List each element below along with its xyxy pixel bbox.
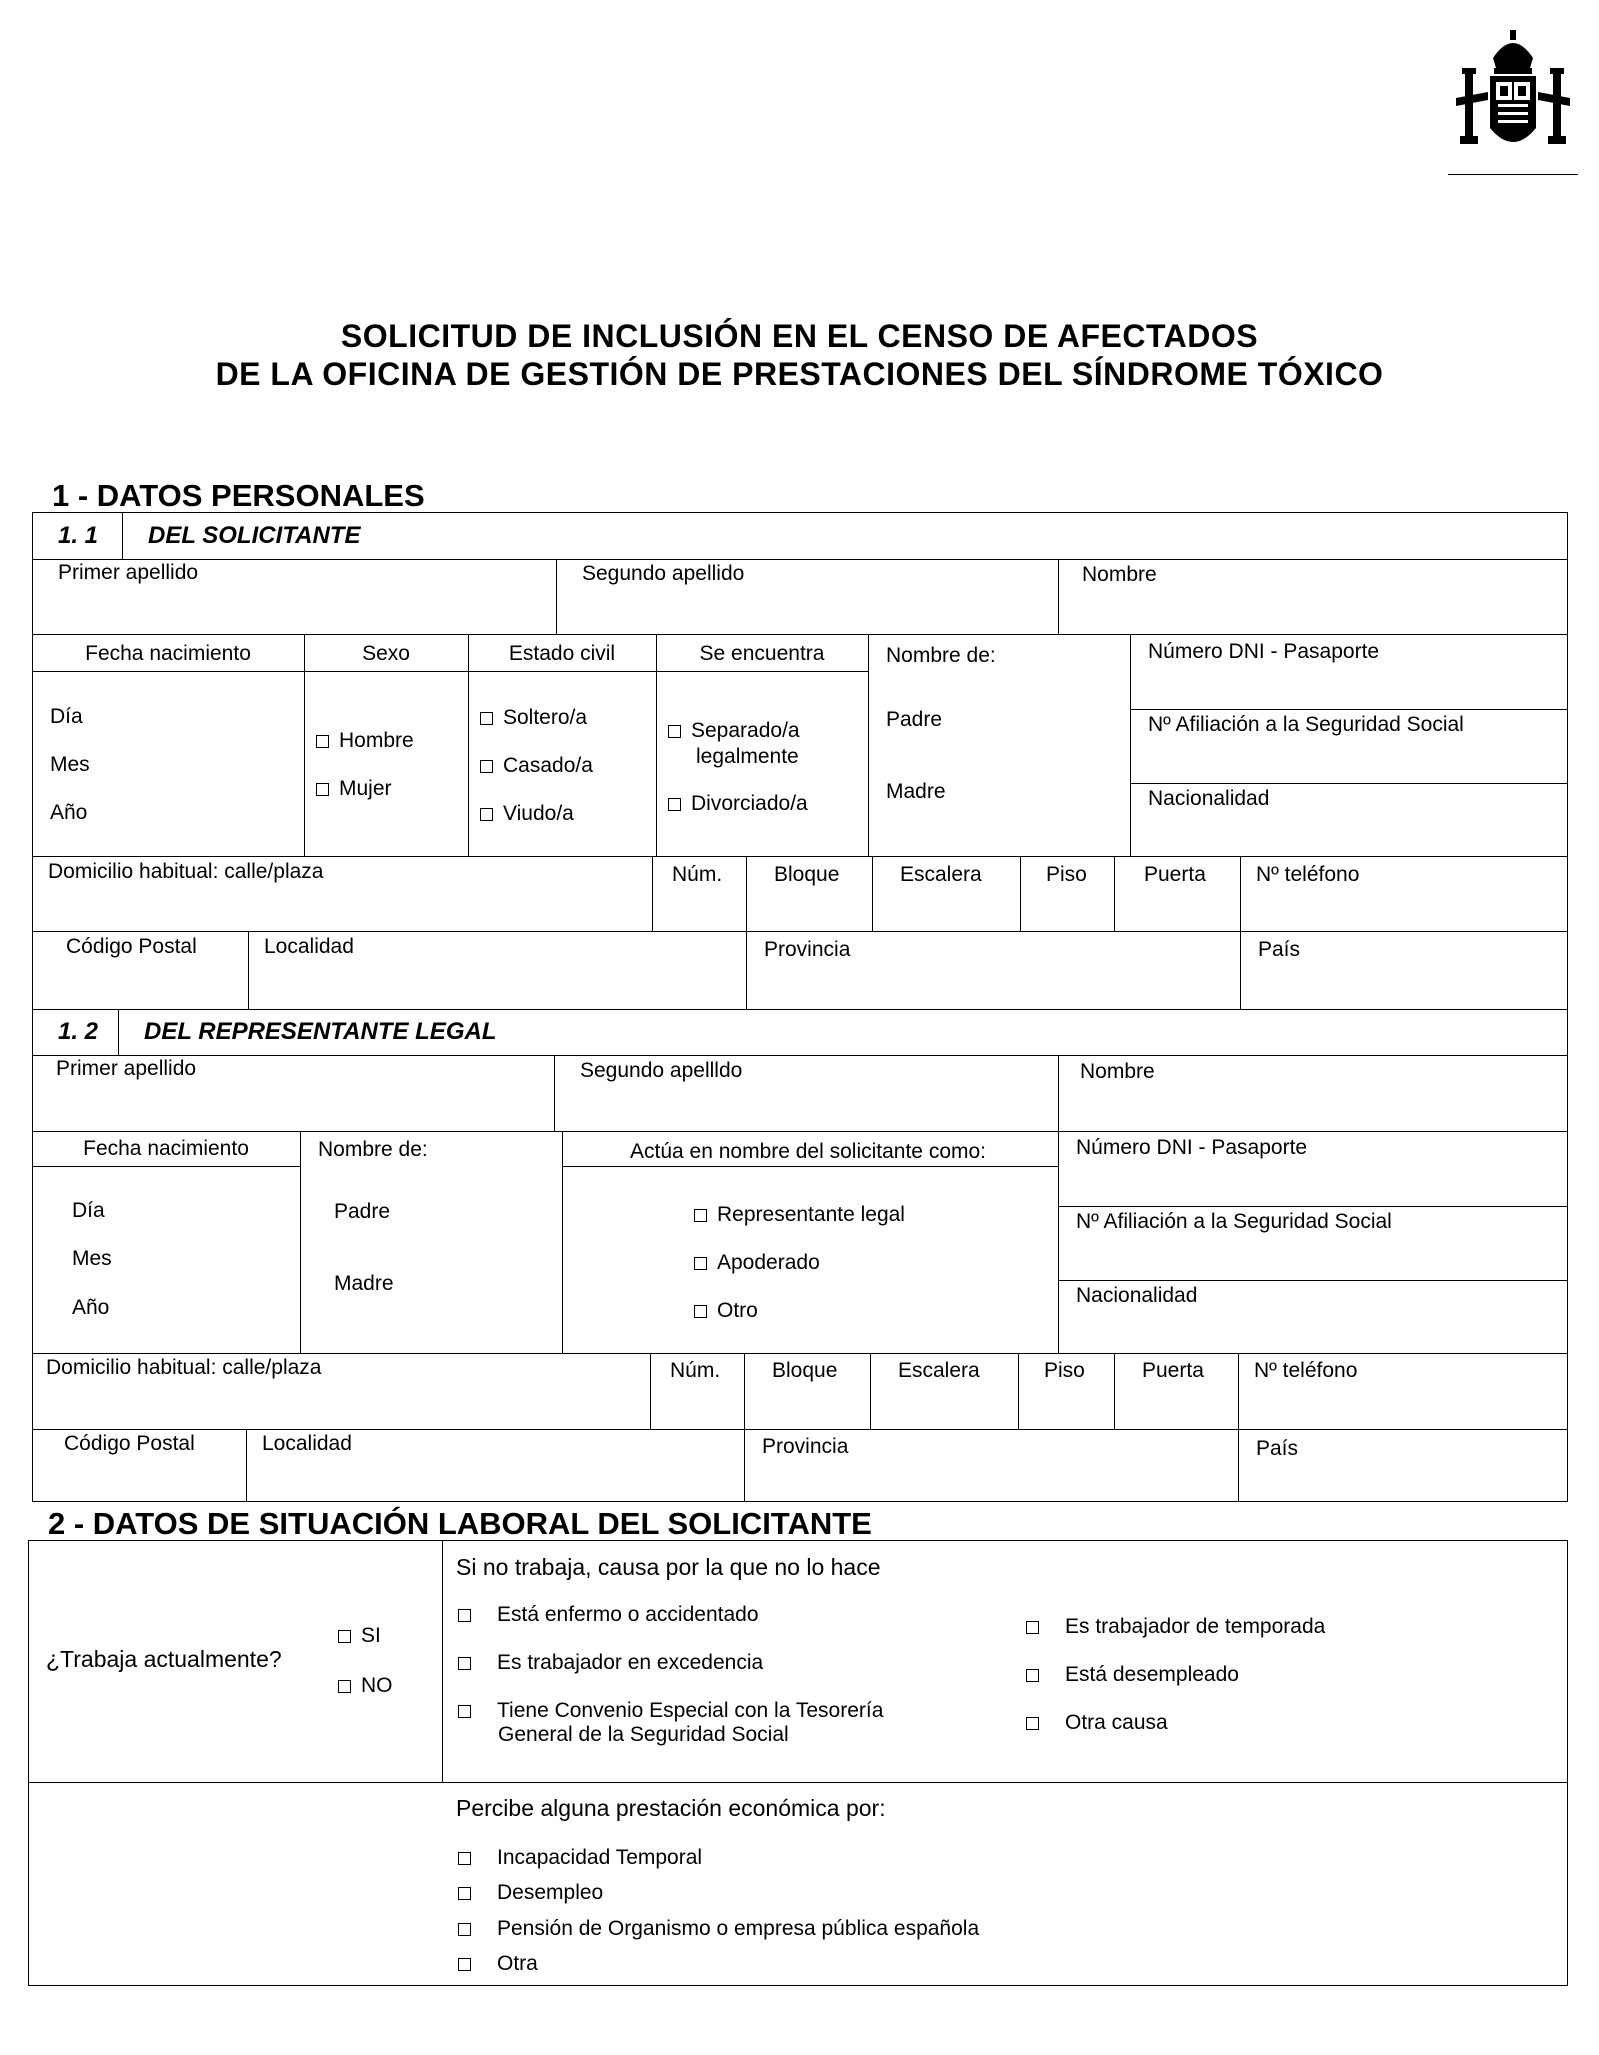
rep-telefono-label: Nº teléfono xyxy=(1254,1359,1358,1382)
prestacion-desempleo-option[interactable]: Desempleo xyxy=(458,1881,603,1905)
emblem-underline xyxy=(1448,174,1578,175)
checkbox-icon[interactable] xyxy=(458,1923,471,1936)
sexo-label: Sexo xyxy=(362,642,410,665)
section1-title: 1 - DATOS PERSONALES xyxy=(52,478,425,513)
checkbox-icon[interactable] xyxy=(668,798,681,811)
causa-excedencia-option[interactable]: Es trabajador en excedencia xyxy=(458,1651,763,1675)
rep-nombre-label: Nombre xyxy=(1080,1060,1155,1083)
causa-title: Si no trabaja, causa por la que no lo hace xyxy=(456,1554,881,1580)
primer-apellido-label: Primer apellido xyxy=(58,561,199,584)
trabaja-no-option[interactable]: NO xyxy=(338,1674,393,1698)
rep-primer-apellido-label: Primer apellido xyxy=(56,1057,197,1080)
rep-anio-label: Año xyxy=(72,1296,110,1319)
nacionalidad-label: Nacionalidad xyxy=(1148,787,1270,810)
puerta-label: Puerta xyxy=(1144,863,1206,886)
rep-segundo-apellido-label: Segundo apellldo xyxy=(580,1059,743,1082)
checkbox-icon[interactable] xyxy=(694,1305,707,1318)
rep-nombre-de-label: Nombre de: xyxy=(318,1138,428,1161)
se-encuentra-label: Se encuentra xyxy=(699,642,825,665)
civil-soltero-option[interactable]: Soltero/a xyxy=(480,706,587,730)
coat-of-arms-icon xyxy=(1448,28,1578,158)
checkbox-icon[interactable] xyxy=(338,1630,351,1643)
localidad-label: Localidad xyxy=(264,935,354,958)
form-title-line2: DE LA OFICINA DE GESTIÓN DE PRESTACIONES DEL SÍNDROME TÓXICO xyxy=(215,356,1384,392)
rep-puerta-label: Puerta xyxy=(1142,1359,1204,1382)
segundo-apellido-label: Segundo apellido xyxy=(582,562,745,585)
num-label: Núm. xyxy=(672,863,723,886)
dia-label: Día xyxy=(50,705,83,728)
trabaja-si-option[interactable]: SI xyxy=(338,1624,381,1648)
afiliacion-label: Nº Afiliación a la Seguridad Social xyxy=(1148,713,1464,736)
subsection-1-1-title: DEL SOLICITANTE xyxy=(148,522,361,549)
checkbox-icon[interactable] xyxy=(480,808,493,821)
checkbox-icon[interactable] xyxy=(668,725,681,738)
rep-madre-label: Madre xyxy=(334,1272,394,1295)
checkbox-icon[interactable] xyxy=(458,1657,471,1670)
checkbox-icon[interactable] xyxy=(694,1209,707,1222)
causa-convenio-line2: General de la Seguridad Social xyxy=(498,1723,789,1746)
nombre-de-label: Nombre de: xyxy=(886,644,996,667)
section2-title: 2 - DATOS DE SITUACIÓN LABORAL DEL SOLICITANTE xyxy=(48,1506,872,1541)
rep-padre-label: Padre xyxy=(334,1200,391,1223)
rep-apoderado-option[interactable]: Apoderado xyxy=(694,1251,820,1275)
bloque-label: Bloque xyxy=(774,863,840,886)
piso-label: Piso xyxy=(1046,863,1087,886)
estado-civil-label: Estado civil xyxy=(508,642,616,665)
causa-otra-option[interactable]: Otra causa xyxy=(1026,1711,1168,1735)
checkbox-icon[interactable] xyxy=(458,1887,471,1900)
domicilio-label: Domicilio habitual: calle/plaza xyxy=(48,860,324,883)
subsection-1-2-number: 1. 2 xyxy=(58,1018,99,1045)
anio-label: Año xyxy=(50,801,88,824)
rep-representante-legal-option[interactable]: Representante legal xyxy=(694,1203,905,1227)
padre-label: Padre xyxy=(886,708,943,731)
causa-desempleado-option[interactable]: Está desempleado xyxy=(1026,1663,1239,1687)
madre-label: Madre xyxy=(886,780,946,803)
rep-pais-label: País xyxy=(1256,1437,1299,1460)
rep-afiliacion-label: Nº Afiliación a la Seguridad Social xyxy=(1076,1210,1392,1233)
codigo-postal-label: Código Postal xyxy=(66,935,197,958)
subsection-1-1-number: 1. 1 xyxy=(58,522,99,549)
rep-num-label: Núm. xyxy=(670,1359,721,1382)
dni-label: Número DNI - Pasaporte xyxy=(1148,640,1380,663)
trabaja-label: ¿Trabaja actualmente? xyxy=(46,1646,282,1672)
rep-codigo-postal-label: Código Postal xyxy=(64,1432,195,1455)
causa-convenio-option[interactable]: Tiene Convenio Especial con la Tesorería xyxy=(458,1699,883,1723)
checkbox-icon[interactable] xyxy=(480,712,493,725)
checkbox-icon[interactable] xyxy=(316,735,329,748)
checkbox-icon[interactable] xyxy=(1026,1717,1039,1730)
escalera-label: Escalera xyxy=(900,863,982,886)
checkbox-icon[interactable] xyxy=(458,1958,471,1971)
checkbox-icon[interactable] xyxy=(694,1257,707,1270)
sexo-mujer-option[interactable]: Mujer xyxy=(316,777,392,801)
divorciado-option[interactable]: Divorciado/a xyxy=(668,792,808,816)
sexo-hombre-option[interactable]: Hombre xyxy=(316,729,414,753)
form-title-line1: SOLICITUD DE INCLUSIÓN EN EL CENSO DE AFECTADOS xyxy=(340,318,1259,354)
rep-nacionalidad-label: Nacionalidad xyxy=(1076,1284,1198,1307)
rep-fecha-nacimiento-label: Fecha nacimiento xyxy=(83,1137,249,1160)
rep-bloque-label: Bloque xyxy=(772,1359,838,1382)
causa-temporada-option[interactable]: Es trabajador de temporada xyxy=(1026,1615,1325,1639)
checkbox-icon[interactable] xyxy=(480,760,493,773)
checkbox-icon[interactable] xyxy=(458,1609,471,1622)
checkbox-icon[interactable] xyxy=(338,1680,351,1693)
rep-localidad-label: Localidad xyxy=(262,1432,352,1455)
subsection-1-2-title: DEL REPRESENTANTE LEGAL xyxy=(144,1018,497,1045)
prestacion-pension-option[interactable]: Pensión de Organismo o empresa pública española xyxy=(458,1917,979,1941)
rep-dia-label: Día xyxy=(72,1199,105,1222)
rep-mes-label: Mes xyxy=(72,1247,112,1270)
separado-legalmente-label: legalmente xyxy=(696,745,799,768)
provincia-label: Provincia xyxy=(764,938,851,961)
rep-provincia-label: Provincia xyxy=(762,1435,849,1458)
actua-label: Actúa en nombre del solicitante como: xyxy=(629,1140,987,1163)
prestacion-otra-option[interactable]: Otra xyxy=(458,1952,538,1976)
civil-viudo-option[interactable]: Viudo/a xyxy=(480,802,574,826)
rep-escalera-label: Escalera xyxy=(898,1359,980,1382)
rep-otro-option[interactable]: Otro xyxy=(694,1299,758,1323)
civil-casado-option[interactable]: Casado/a xyxy=(480,754,593,778)
rep-dni-label: Número DNI - Pasaporte xyxy=(1076,1136,1308,1159)
rep-piso-label: Piso xyxy=(1044,1359,1085,1382)
pais-label: País xyxy=(1258,938,1301,961)
separado-option[interactable]: Separado/a xyxy=(668,719,800,743)
checkbox-icon[interactable] xyxy=(458,1705,471,1718)
fecha-nacimiento-label: Fecha nacimiento xyxy=(85,642,251,665)
causa-enfermo-option[interactable]: Está enfermo o accidentado xyxy=(458,1603,759,1627)
mes-label: Mes xyxy=(50,753,90,776)
prestacion-incapacidad-option[interactable]: Incapacidad Temporal xyxy=(458,1846,702,1870)
checkbox-icon[interactable] xyxy=(458,1852,471,1865)
checkbox-icon[interactable] xyxy=(316,783,329,796)
nombre-label: Nombre xyxy=(1082,563,1157,586)
checkbox-icon[interactable] xyxy=(1026,1669,1039,1682)
checkbox-icon[interactable] xyxy=(1026,1621,1039,1634)
prestacion-title: Percibe alguna prestación económica por: xyxy=(456,1795,886,1821)
telefono-label: Nº teléfono xyxy=(1256,863,1360,886)
rep-domicilio-label: Domicilio habitual: calle/plaza xyxy=(46,1356,322,1379)
